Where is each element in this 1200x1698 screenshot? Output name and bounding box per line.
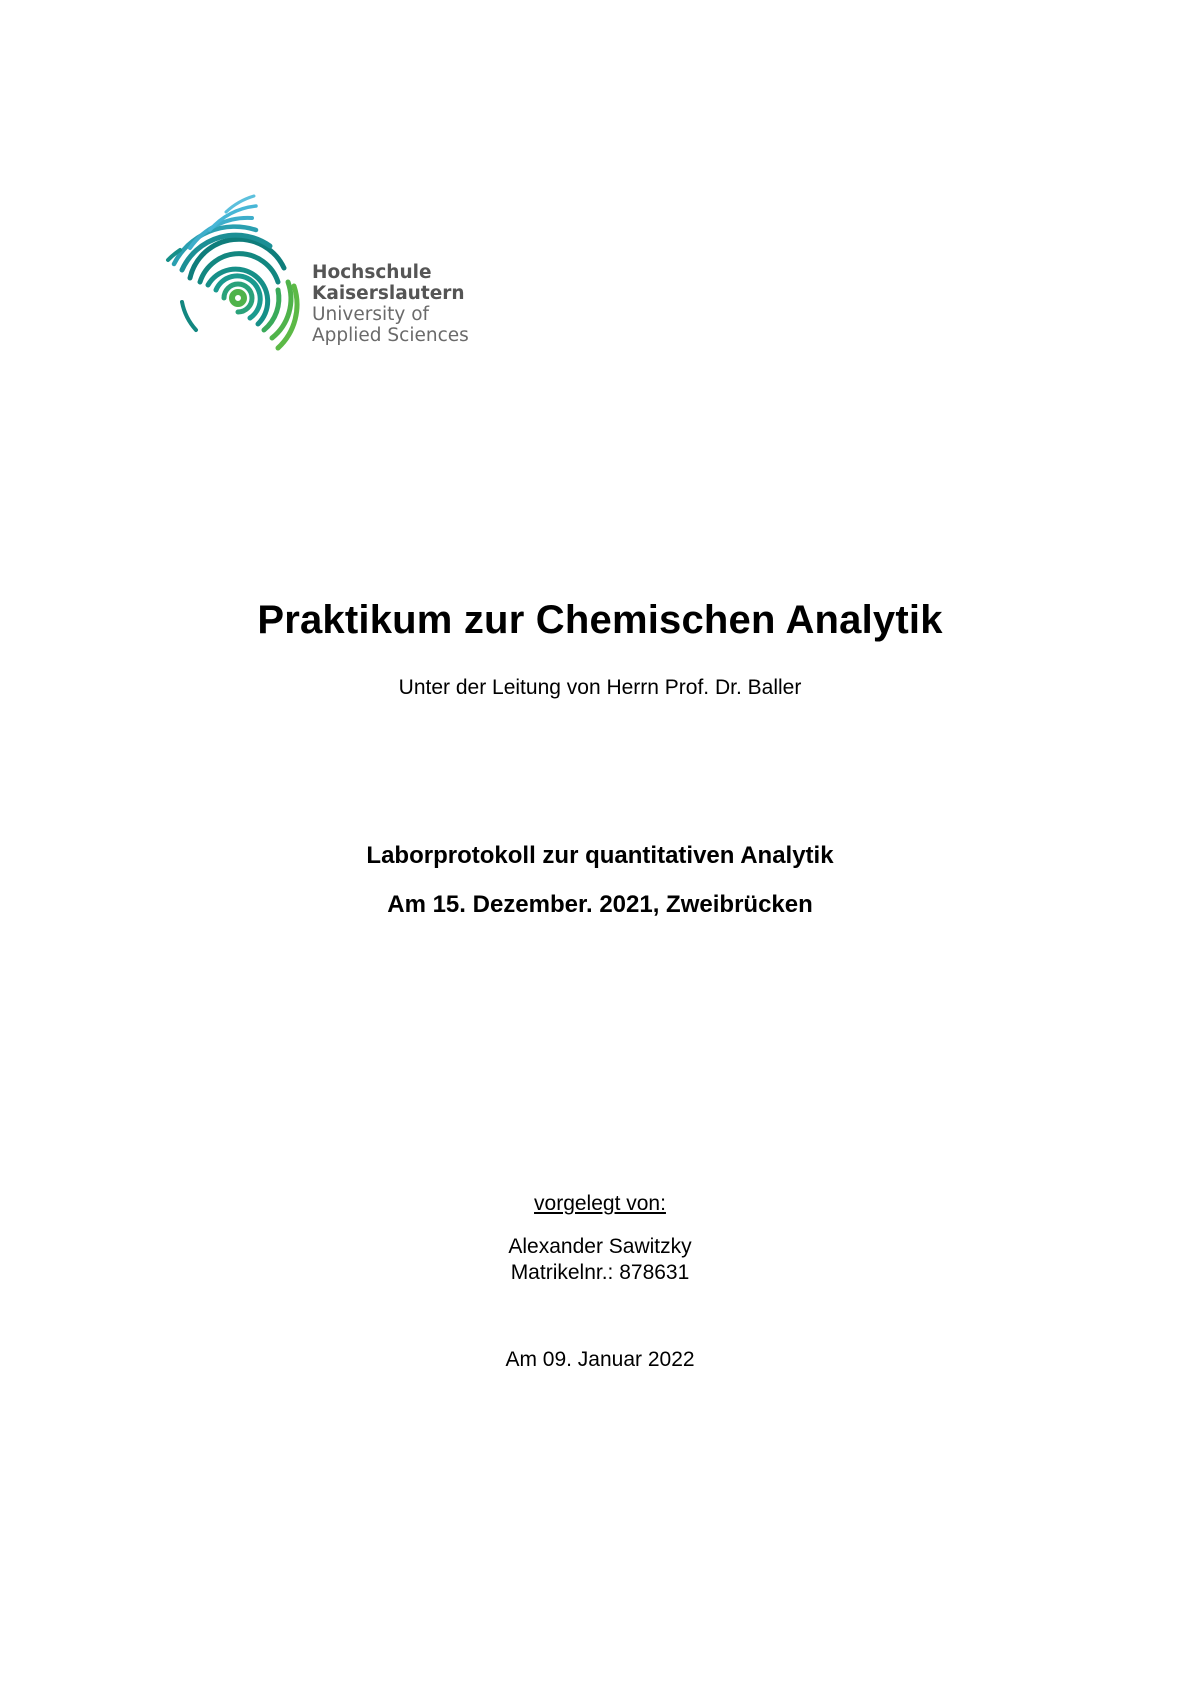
protocol-heading: Laborprotokoll zur quantitativen Analytik: [366, 842, 834, 869]
matriculation-number: Matrikelnr.: 878631: [510, 1261, 690, 1284]
author-block: [0, 1234, 1200, 1286]
university-name: [312, 262, 469, 346]
author-name: Alexander Sawitzky: [508, 1235, 692, 1258]
university-name-line1: Hochschule: [312, 262, 432, 283]
document-title: Praktikum zur Chemischen Analytik: [257, 598, 943, 642]
presented-by-label: vorgelegt von:: [534, 1192, 666, 1215]
university-name-line3: University of: [312, 304, 430, 325]
university-logo-icon: [160, 190, 300, 355]
submission-date: Am 09. Januar 2022: [505, 1348, 695, 1371]
university-logo: [160, 190, 480, 360]
document-subtitle: Unter der Leitung von Herrn Prof. Dr. Baller: [398, 676, 802, 699]
lab-date-location: Am 15. Dezember. 2021, Zweibrücken: [387, 891, 813, 918]
university-name-line4: Applied Sciences: [312, 325, 469, 346]
university-name-line2: Kaiserslautern: [312, 283, 465, 304]
